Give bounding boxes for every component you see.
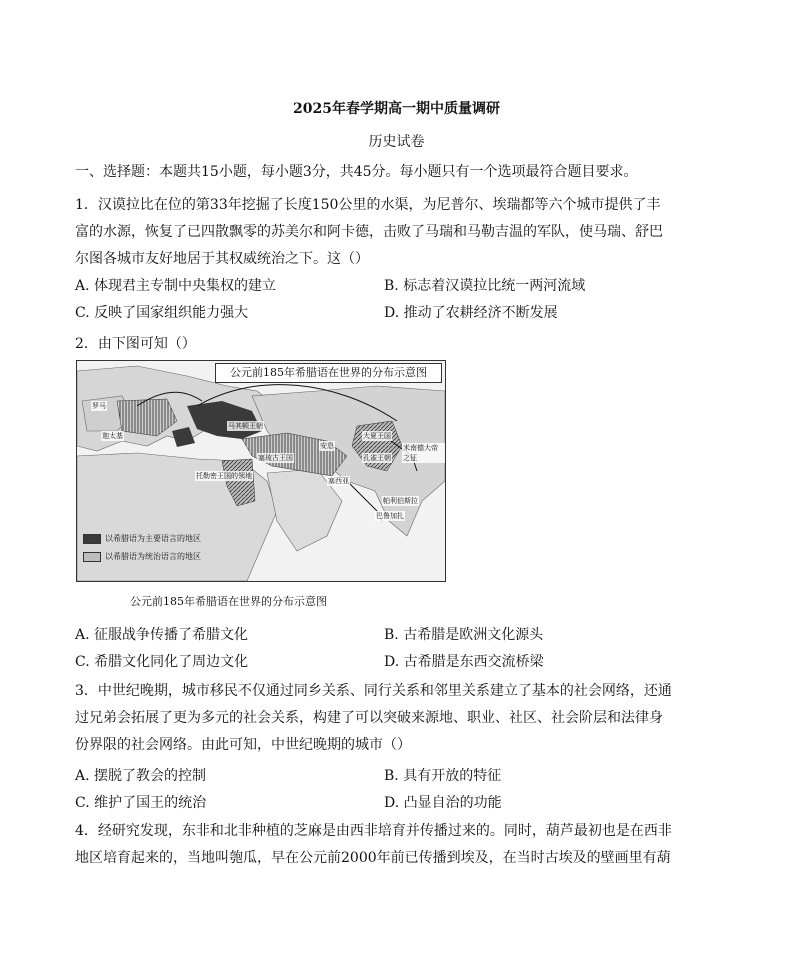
map-title-box: 公元前185年希腊语在世界的分布示意图 [215, 363, 442, 383]
map-label-seleucid: 塞琉古王国 [258, 454, 293, 462]
map-label-maurya: 孔雀王朝 [363, 454, 391, 462]
section-instructions: 一、选择题：本题共15小题，每小题3分，共45分。每小题只有一个选项最符合题目要求。 [75, 164, 638, 180]
q1-line-2: 富的水源，恢复了已四散飘零的苏美尔和阿卡德，击败了马瑞和马勒吉温的军队，使马瑞、舒巴 [75, 224, 663, 240]
map-label-parthia: 安息 [320, 442, 334, 450]
map-label-barygaza: 巴鲁加扎 [376, 512, 404, 520]
q3-line-3: 份界限的社会网络。由此可知，中世纪晚期的城市（） [75, 737, 411, 753]
q3-option-c: C. 维护了国王的统治 [75, 795, 207, 811]
q1-line-1: 1．汉谟拉比在位的第33年挖掘了长度150公里的水渠，为尼普尔、埃瑞都等六个城市提供了丰 [75, 197, 661, 213]
legend-label-ruling: 以希腊语为统治语言的地区 [105, 552, 201, 561]
q2-option-d: D. 古希腊是东西交流桥梁 [384, 654, 544, 670]
q2-option-a: A. 征服战争传播了希腊文化 [75, 627, 249, 643]
legend-label-main: 以希腊语为主要语言的地区 [105, 534, 201, 543]
q2-stem: 2．由下图可知（） [75, 336, 196, 352]
map-label-menander: 米南德大帝之征 [402, 443, 445, 463]
map-label-palibothra: 帕利伯斯拉 [383, 497, 418, 505]
map-label-ptolemaic: 托勒密王国的领地 [196, 472, 252, 480]
q3-line-2: 过兄弟会拓展了更为多元的社会关系，构建了可以突破来源地、职业、社区、社会阶层和法律身 [75, 710, 663, 726]
map-label-rome: 罗马 [92, 402, 106, 410]
q3-option-d: D. 凸显自治的功能 [384, 795, 502, 811]
q1-option-a: A. 体现君主专制中央集权的建立 [75, 278, 277, 294]
map-graphic [77, 361, 445, 581]
q4-line-2: 地区培育起来的，当地叫匏瓜，早在公元前2000年前已传播到埃及，在当时古埃及的壁画里有葫 [75, 850, 671, 866]
map-label-carthage: 迦太基 [102, 432, 123, 440]
map-label-scythia: 塞西亚 [328, 477, 349, 485]
q2-option-c: C. 希腊文化同化了周边文化 [75, 654, 249, 670]
map-label-bactria: 大夏王国 [363, 432, 391, 440]
legend-swatch-hatched [83, 552, 101, 562]
q3-option-a: A. 摆脱了教会的控制 [75, 768, 207, 784]
map-legend-main [83, 533, 201, 544]
q4-line-1: 4．经研究发现，东非和北非种植的芝麻是由西非培育并传播过来的。同时，葫芦最初也是在西非 [75, 823, 672, 839]
q3-option-b: B. 具有开放的特征 [384, 768, 502, 784]
exam-subtitle: 历史试卷 [368, 134, 425, 150]
q2-option-b: B. 古希腊是欧洲文化源头 [384, 627, 544, 643]
q1-option-b: B. 标志着汉谟拉比统一两河流域 [384, 278, 586, 294]
map-label-macedon: 马其顿王朝 [228, 422, 263, 430]
q1-line-3: 尔图各城市友好地居于其权威统治之下。这（） [75, 251, 369, 267]
map-legend-ruling [83, 551, 201, 562]
map-caption: 公元前185年希腊语在世界的分布示意图 [130, 595, 327, 608]
q1-option-c: C. 反映了国家组织能力强大 [75, 305, 249, 321]
q3-line-1: 3．中世纪晚期，城市移民不仅通过同乡关系、同行关系和邻里关系建立了基本的社会网络，还通 [75, 683, 672, 699]
greek-language-map [76, 360, 446, 582]
q1-option-d: D. 推动了农耕经济不断发展 [384, 305, 558, 321]
legend-swatch-dark [83, 534, 101, 544]
exam-title: 2025年春学期高一期中质量调研 [293, 101, 500, 117]
